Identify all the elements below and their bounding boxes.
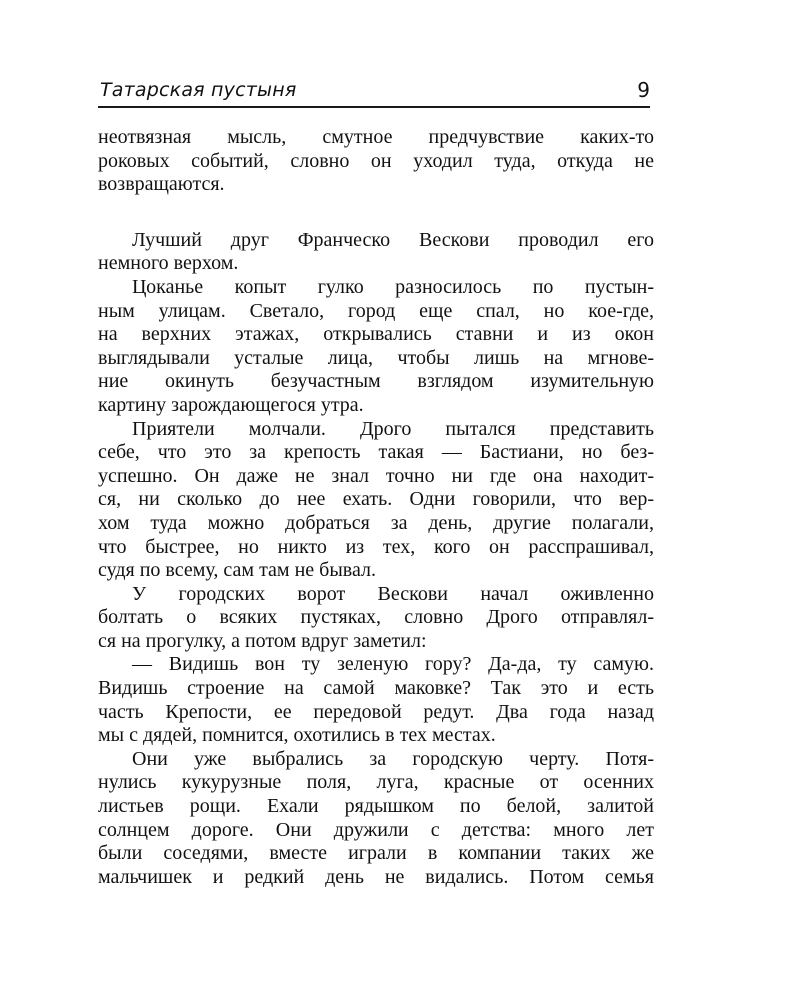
- page-number: 9: [637, 78, 650, 102]
- text-line: Лучший друг Франческо Вескови проводил его: [132, 228, 654, 251]
- paragraph-break: [98, 197, 654, 229]
- text-line: солнцем дороге. Они дружили с детства: много лет: [98, 818, 654, 841]
- running-title: Татарская пустыня: [100, 79, 297, 101]
- text-line: судя по всему, сам там не бывал.: [98, 559, 376, 582]
- body-text: [98, 126, 654, 889]
- running-header: [98, 78, 650, 108]
- text-line: хом туда можно добраться за день, другие полагали,: [98, 511, 654, 534]
- text-line: Цоканье копыт гулко разносилось по пустын-: [132, 275, 654, 298]
- text-line: были соседями, вместе играли в компании таких же: [98, 842, 654, 865]
- text-line: ся на прогулку, а потом вдруг заметил:: [98, 629, 427, 652]
- text-line: часть Крепости, ее передовой редут. Два года назад: [98, 700, 654, 723]
- text-line: нулись кукурузные поля, луга, красные от осенних: [98, 771, 654, 794]
- text-line: немного верхом.: [98, 252, 239, 275]
- text-line: ным улицам. Светало, город еще спал, но кое-где,: [98, 299, 654, 322]
- text-line: Видишь строение на самой маковке? Так это и есть: [98, 677, 654, 700]
- text-line: возвращаются.: [98, 173, 225, 196]
- text-line: неотвязная мысль, смутное предчувствие каких-то: [98, 126, 654, 148]
- text-line: роковых событий, словно он уходил туда, откуда не: [98, 149, 654, 172]
- text-line: Приятели молчали. Дрого пытался представить: [132, 417, 654, 440]
- text-line: мальчишек и редкий день не видались. Потом семья: [98, 865, 654, 888]
- text-line: что быстрее, но никто из тех, кого он расспрашивал,: [98, 535, 654, 558]
- text-line: мы с дядей, помнится, охотились в тех местах.: [98, 724, 496, 747]
- text-line: картину зарождающегося утра.: [98, 393, 364, 416]
- text-line: себе, что это за крепость такая — Бастиани, но без-: [98, 441, 654, 464]
- text-line: — Видишь вон ту зеленую гору? Да-да, ту самую.: [132, 653, 654, 676]
- text-line: болтать о всяких пустяках, словно Дрого отправлял-: [98, 606, 654, 629]
- text-line: Они уже выбрались за городскую черту. Потя-: [132, 747, 654, 770]
- text-line: успешно. Он даже не знал точно ни где она находит-: [98, 464, 654, 487]
- text-line: ние окинуть безучастным взглядом изумительную: [98, 370, 654, 393]
- text-line: ся, ни сколько до нее ехать. Одни говорили, что вер-: [98, 488, 654, 511]
- text-line: выглядывали усталые лица, чтобы лишь на мгнове-: [98, 346, 654, 369]
- text-line: У городских ворот Вескови начал оживленно: [132, 582, 654, 605]
- text-line: на верхних этажах, открывались ставни и из окон: [98, 323, 654, 346]
- text-line: листьев рощи. Ехали рядышком по белой, залитой: [98, 795, 654, 818]
